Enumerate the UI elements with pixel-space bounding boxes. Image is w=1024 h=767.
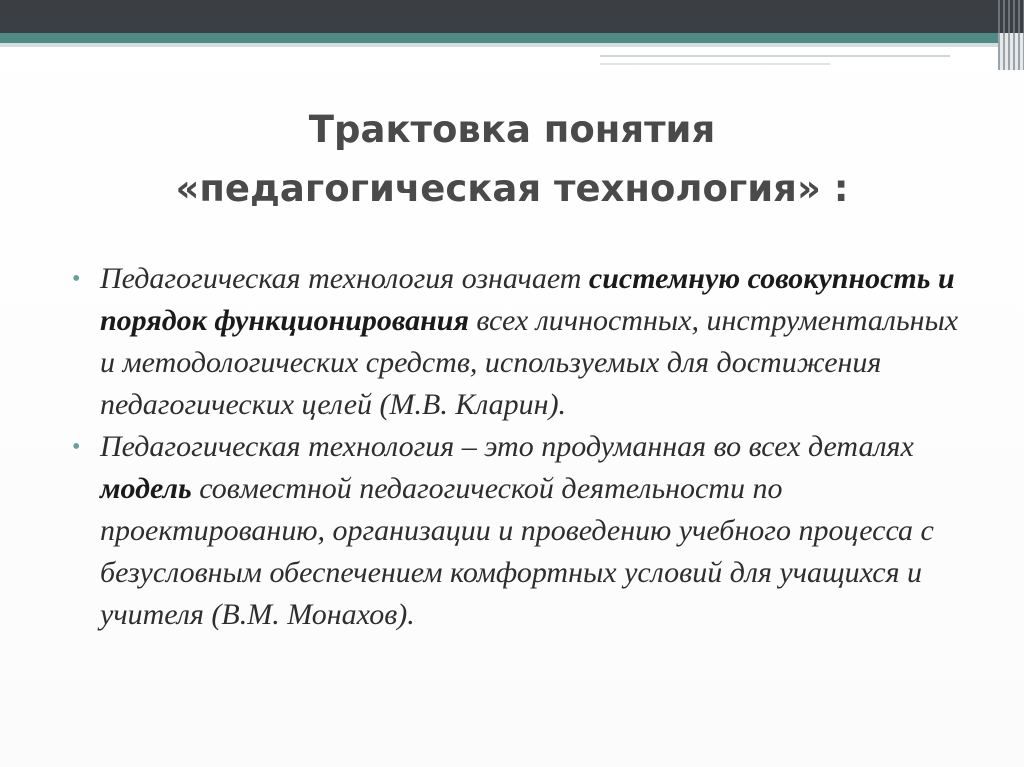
header-accent-line: [600, 55, 950, 57]
text-segment: всех личностных, инструментальных и методологических средств, используемых для достижения педагогических целей (М.В. Кларин).: [100, 304, 959, 421]
item-text: [100, 430, 934, 631]
title-line-1: Трактовка понятия: [308, 108, 716, 151]
slide-title: [100, 100, 924, 218]
text-segment: Педагогическая технология означает: [100, 262, 589, 295]
text-segment: совместной педагогической деятельности по проектированию, организации и проведению учебного процесса с безусловным обеспечением комфортных условий для учащихся и учителя (В.М. Монахов).: [100, 472, 934, 631]
list-item: [72, 258, 972, 426]
bullet-dot-icon: •: [72, 266, 81, 292]
header-dark-bar: [0, 0, 1024, 33]
text-segment: Педагогическая технология – это продуманная во всех деталях: [100, 430, 914, 463]
bold-segment: системную совокупность и порядок функционирования: [100, 262, 955, 337]
edge-stripes-dark-decoration: [998, 0, 1024, 33]
header-light-bar: [0, 43, 1024, 47]
header-teal-bar: [0, 33, 1024, 43]
bullet-dot-icon: •: [72, 434, 81, 460]
bullet-list: [72, 258, 972, 636]
header-accent-line-short: [600, 63, 830, 65]
list-item: [72, 426, 972, 636]
bold-segment: модель: [100, 472, 192, 505]
item-text: [100, 262, 958, 421]
title-line-2: «педагогическая технология» :: [175, 167, 849, 210]
